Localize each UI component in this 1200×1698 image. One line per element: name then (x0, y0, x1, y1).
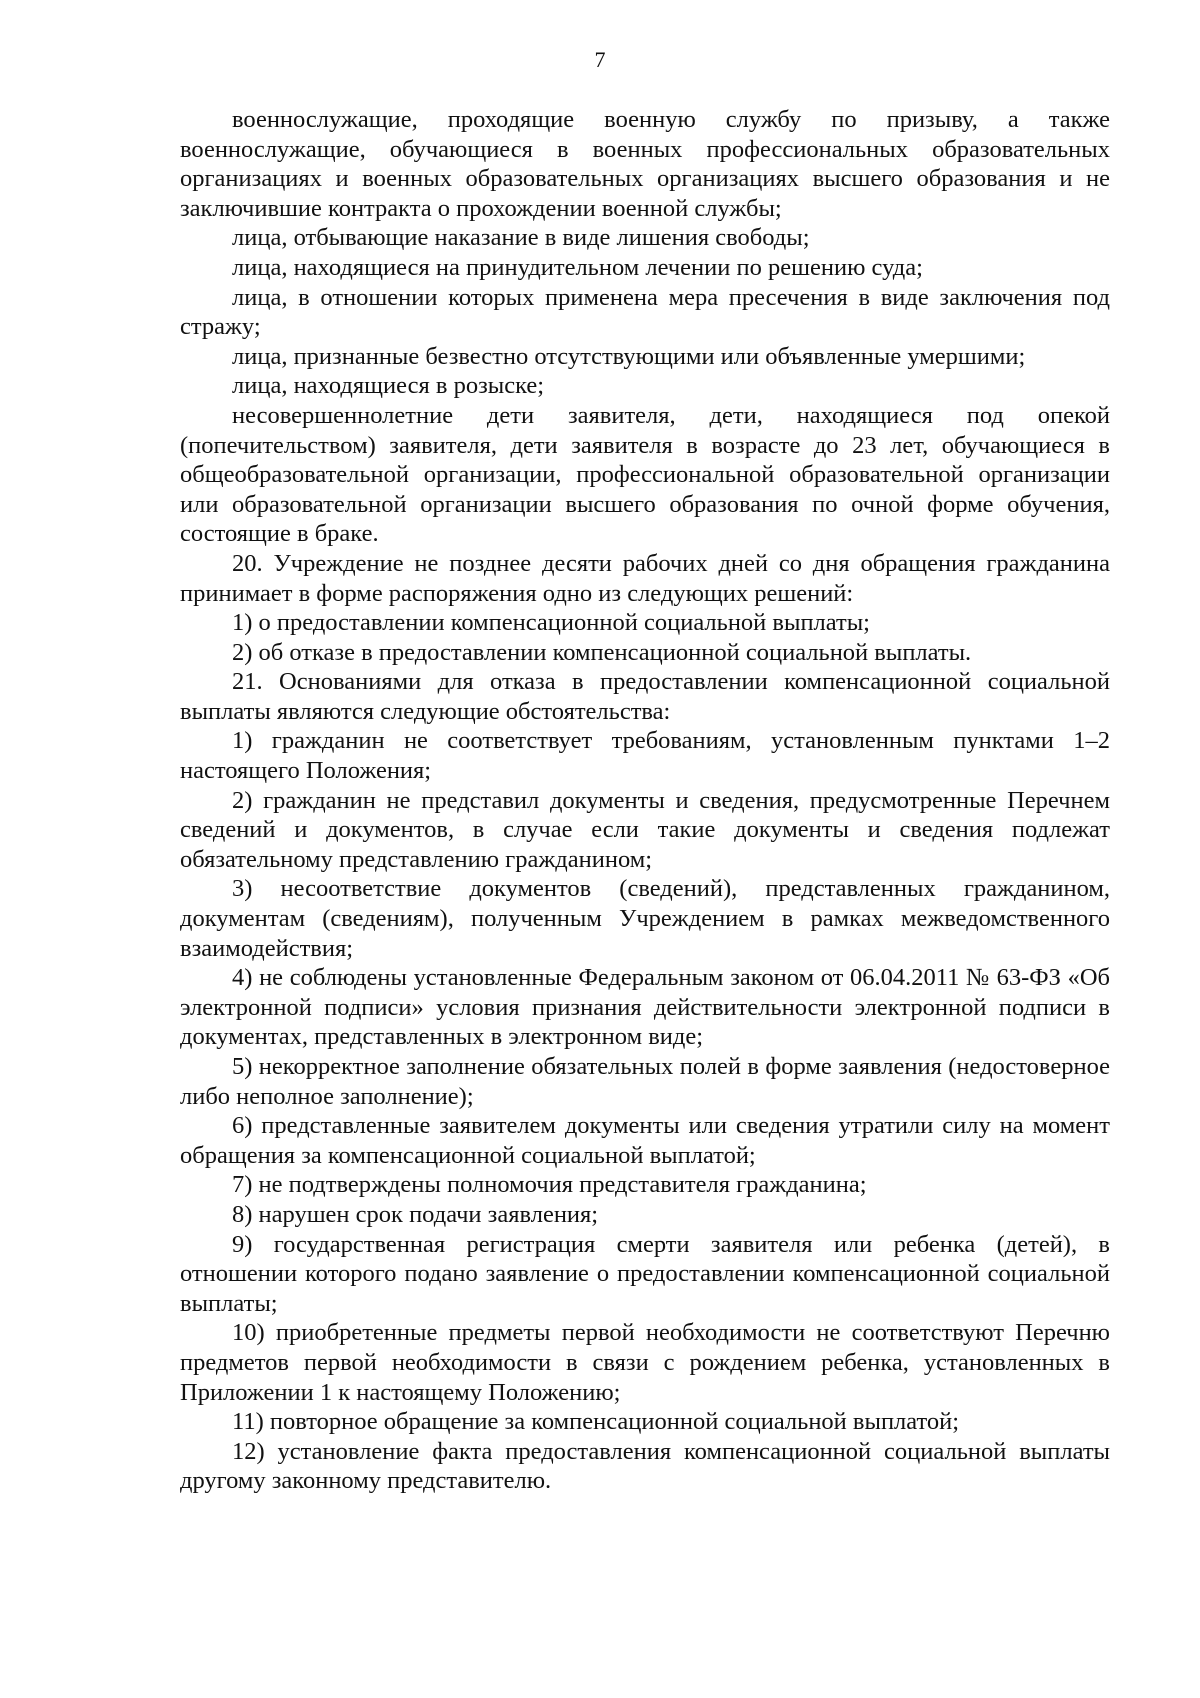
list-item: 8) нарушен срок подачи заявления; (232, 1200, 599, 1228)
page-number: 7 (594, 47, 606, 72)
list-item: 2) об отказе в предоставлении компенсационной социальной выплаты. (232, 638, 972, 666)
paragraph-item-20: 20. Учреждение не позднее десяти рабочих дней со дня обращения гражданина принимает в форме распоряжения одно из следующих решений: (180, 549, 1110, 607)
list-item: 4) не соблюдены установленные Федеральным законом от 06.04.2011 № 63-ФЗ «Об электронной подписи» условия признания действительности электронной подписи в документах, представленных в электронном виде; (180, 964, 1110, 1051)
paragraph-item-21: 21. Основаниями для отказа в предоставлении компенсационной социальной выплаты являются следующие обстоятельства: (180, 668, 1110, 725)
list-item: 5) некорректное заполнение обязательных полей в форме заявления (недостоверное либо неполное заполнение); (180, 1053, 1110, 1110)
list-item: 3) несоответствие документов (сведений), представленных гражданином, документам (сведениям), полученным Учреждением в рамках межведомственного взаимодействия; (180, 875, 1110, 962)
paragraph: лица, находящиеся на принудительном лечении по решению суда; (232, 253, 923, 281)
paragraph: военнослужащие, проходящие военную службу по призыву, а также военнослужащие, обучающиеся в военных профессиональных образовательных организациях и военных образовательных организациях высшего образования и не заключившие контракта о прохождении военной службы; (180, 106, 1110, 222)
paragraph: лица, признанные безвестно отсутствующими или объявленные умершими; (232, 342, 1026, 370)
list-item: 12) установление факта предоставления компенсационной социальной выплаты другому законному представителю. (180, 1437, 1110, 1495)
paragraph: лица, в отношении которых применена мера пресечения в виде заключения под стражу; (180, 283, 1110, 341)
list-item: 1) гражданин не соответствует требованиям, установленным пунктами 1–2 настоящего Положения; (180, 727, 1110, 785)
paragraph: лица, находящиеся в розыске; (232, 372, 545, 400)
document-body (180, 105, 1110, 1496)
list-item: 10) приобретенные предметы первой необходимости не соответствуют Перечню предметов первой необходимости в связи с рождением ребенка, установленных в Приложении 1 к настоящему Положению; (180, 1319, 1110, 1406)
list-item: 7) не подтверждены полномочия представителя гражданина; (232, 1171, 867, 1199)
list-item: 11) повторное обращение за компенсационной социальной выплатой; (232, 1408, 960, 1436)
paragraph: несовершеннолетние дети заявителя, дети, находящиеся под опекой (попечительством) заявителя, дети заявителя в возрасте до 23 лет, обучающиеся в общеобразовательной организации, профессиональной образовательной организации или образовательной организации высшего образования по очной форме обучения, состоящие в браке. (180, 401, 1110, 548)
list-item: 9) государственная регистрация смерти заявителя или ребенка (детей), в отношении которого подано заявление о предоставлении компенсационной социальной выплаты; (180, 1230, 1110, 1317)
list-item: 6) представленные заявителем документы или сведения утратили силу на момент обращения за компенсационной социальной выплатой; (180, 1112, 1110, 1169)
paragraph: лица, отбывающие наказание в виде лишения свободы; (232, 224, 810, 252)
list-item: 2) гражданин не представил документы и сведения, предусмотренные Перечнем сведений и документов, в случае если такие документы и сведения подлежат обязательному представлению гражданином; (180, 786, 1110, 873)
list-item: 1) о предоставлении компенсационной социальной выплаты; (232, 609, 870, 637)
